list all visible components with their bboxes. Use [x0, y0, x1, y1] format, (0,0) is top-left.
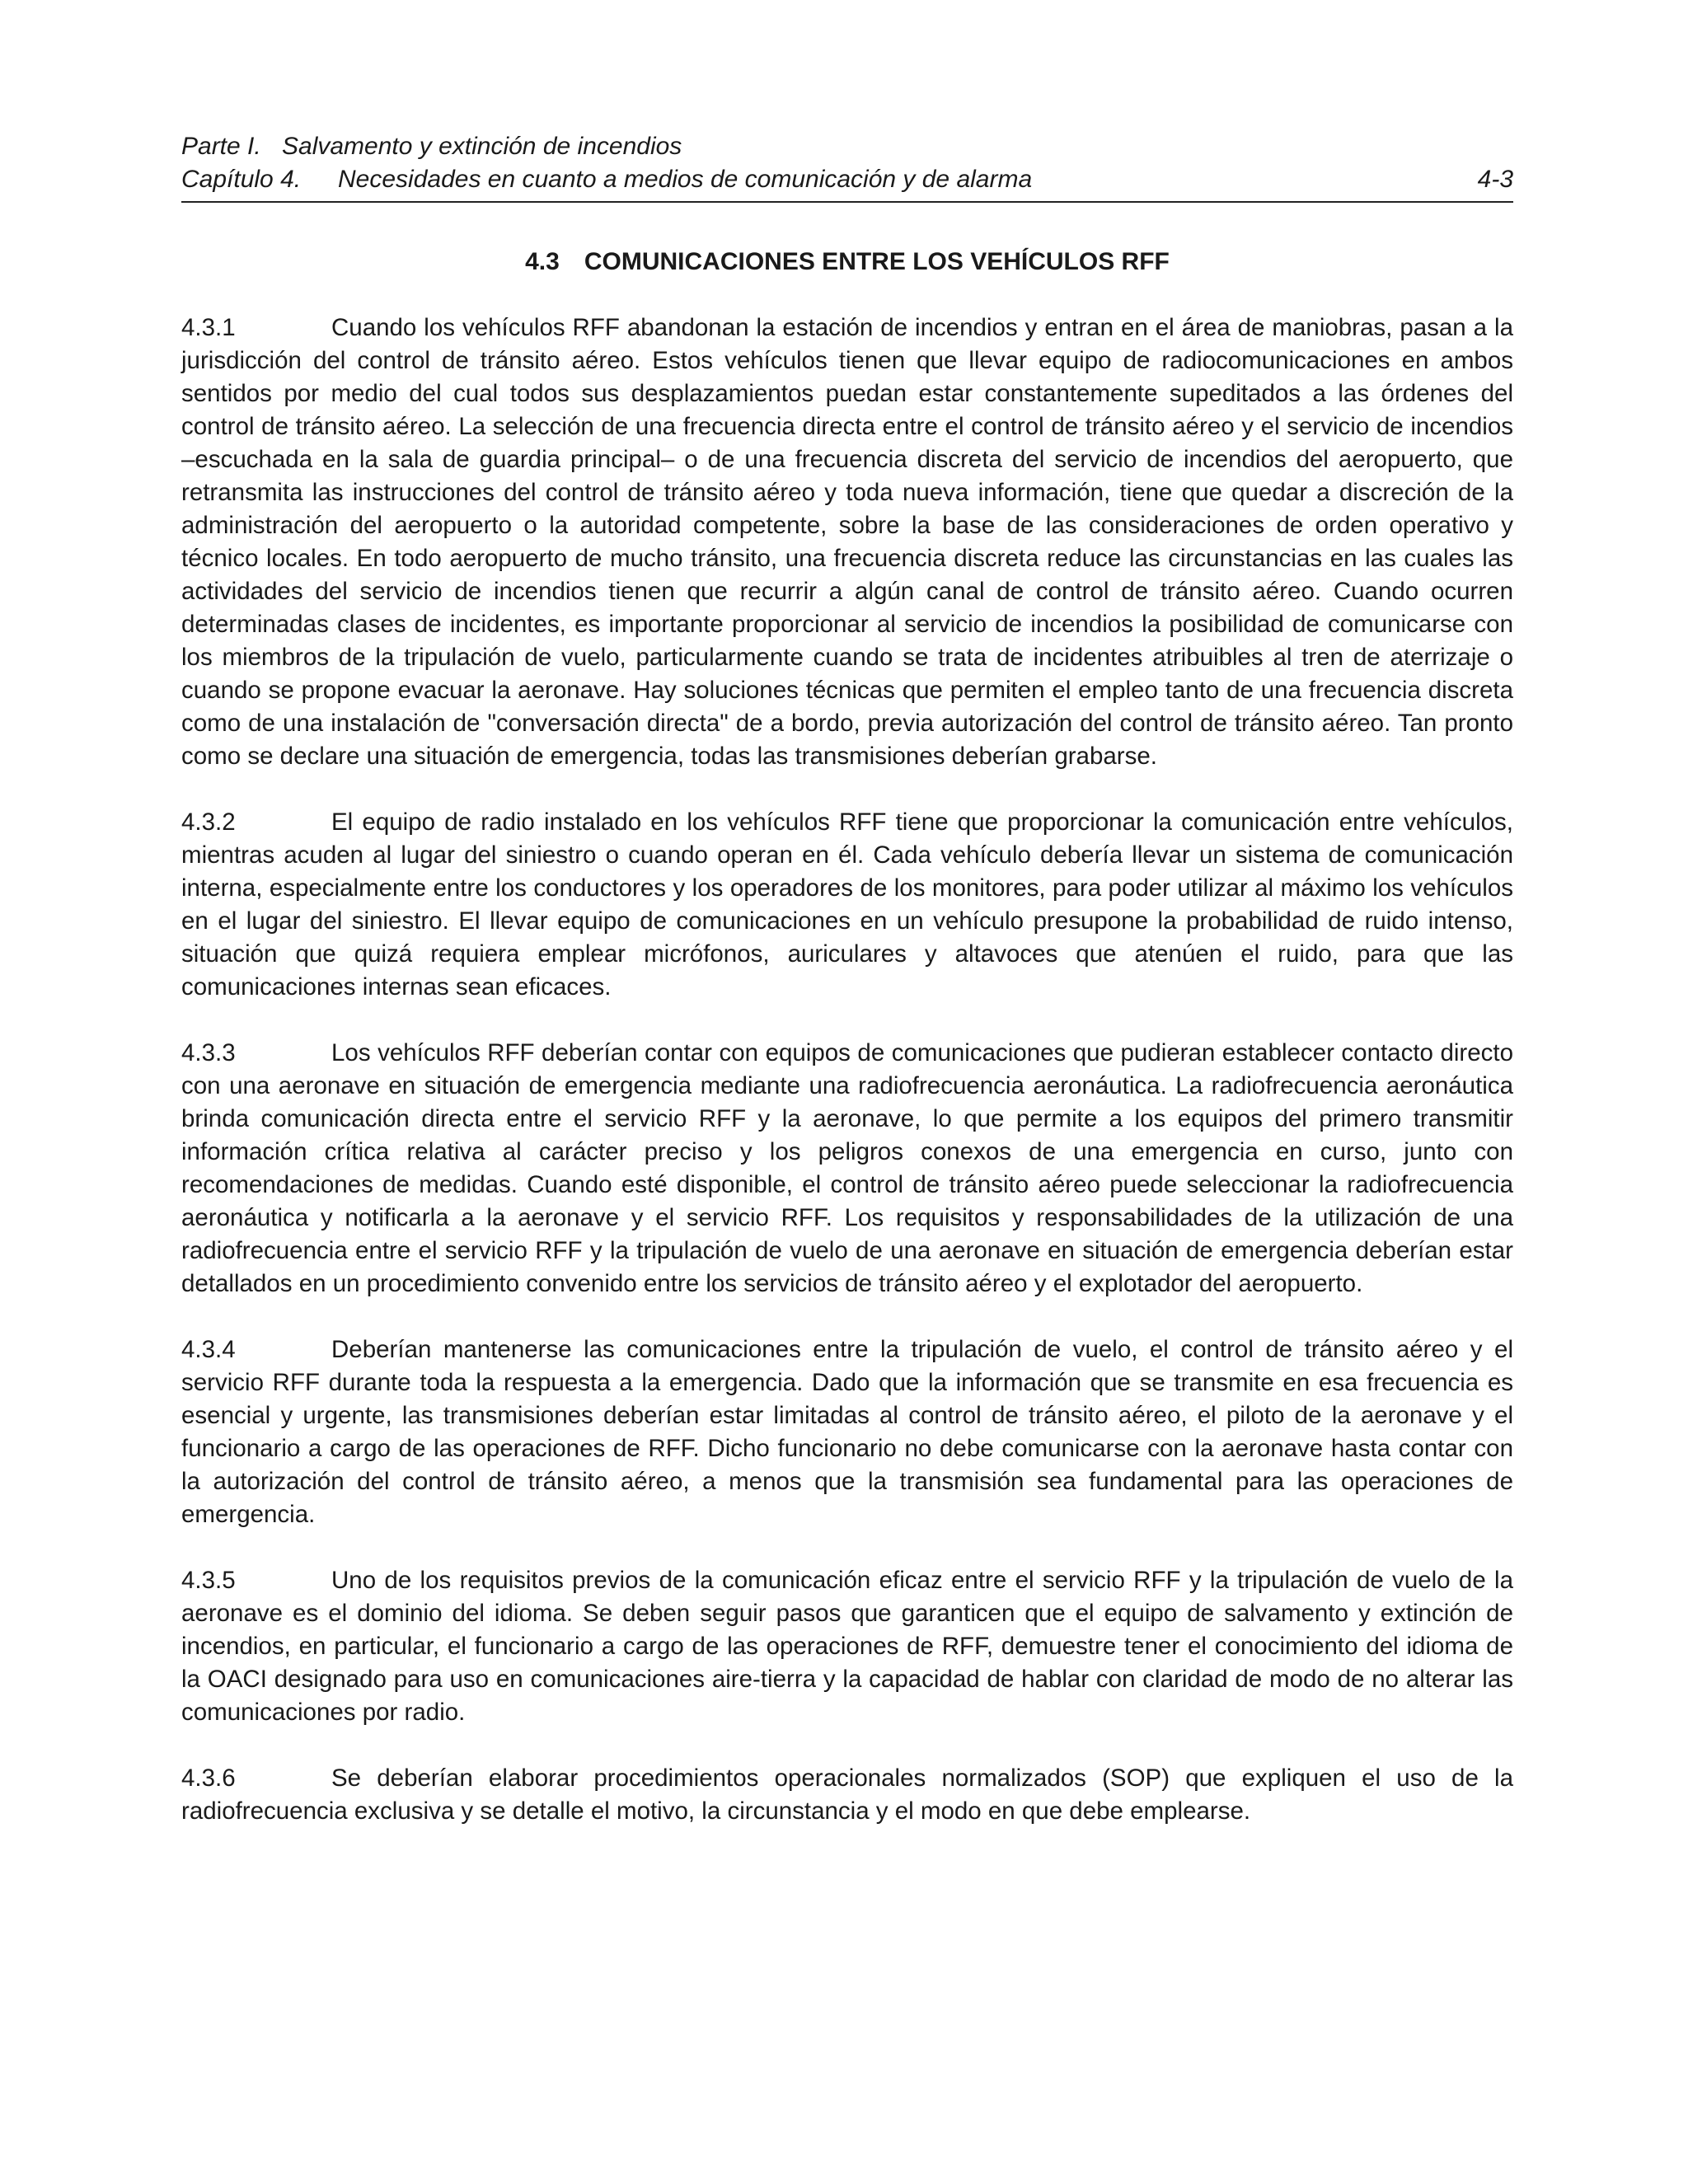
paragraph-number: 4.3.1 [181, 314, 236, 341]
paragraph-number: 4.3.5 [181, 1567, 236, 1594]
section-title: COMUNICACIONES ENTRE LOS VEHÍCULOS RFF [584, 248, 1170, 275]
header-part-label: Parte I. [181, 133, 261, 160]
paragraph-number: 4.3.6 [181, 1765, 236, 1792]
paragraph-text: El equipo de radio instalado en los vehículos RFF tiene que proporcionar la comunicación entre vehículos, mientras acuden al lugar del siniestro o cuando operan en él. Cada vehículo debería llevar un sistema de comunicación interna, especialmente entre los conductores y los operadores de los monitores, para poder utilizar al máximo los vehículos en el lugar del siniestro. El llevar equipo de comunicaciones en un vehículo presupone la probabilidad de ruido intenso, situación que quizá requiera emplear micrófonos, auriculares y altavoces que atenúen el ruido, para que las comunicaciones internas sean eficaces. [181, 808, 1513, 1001]
header-rule [181, 201, 1513, 203]
paragraph-number: 4.3.4 [181, 1336, 236, 1363]
paragraph-text: Se deberían elaborar procedimientos operacionales normalizados (SOP) que expliquen el uso de la radiofrecuencia exclusiva y se detalle el motivo, la circunstancia y el modo en que debe emplearse. [181, 1765, 1513, 1825]
paragraph-4-3-5 [181, 1564, 1513, 1729]
paragraph-4-3-4 [181, 1333, 1513, 1531]
paragraph-number: 4.3.3 [181, 1039, 236, 1066]
paragraph-4-3-3 [181, 1037, 1513, 1301]
paragraph-text: Los vehículos RFF deberían contar con equipos de comunicaciones que pudieran establecer contacto directo con una aeronave en situación de emergencia mediante una radiofrecuencia aeronáutica. La radiofrecuencia aeronáutica brinda comunicación directa entre el servicio RFF y la aeronave, lo que permite a los equipos del primero transmitir información crítica relativa al carácter preciso y los peligros conexos de una emergencia en curso, junto con recomendaciones de medidas. Cuando esté disponible, el control de tránsito aéreo puede seleccionar la radiofrecuencia aeronáutica y notificarla a la aeronave y el servicio RFF. Los requisitos y responsabilidades de la utilización de una radiofrecuencia entre el servicio RFF y la tripulación de vuelo de una aeronave en situación de emergencia deberían estar detallados en un procedimiento convenido entre los servicios de tránsito aéreo y el explotador del aeropuerto. [181, 1039, 1513, 1297]
header-line-part [181, 130, 1513, 163]
page-number: 4-3 [1477, 166, 1513, 193]
header-chapter-title: Necesidades en cuanto a medios de comunicación y de alarma [338, 166, 1033, 193]
paragraph-4-3-2 [181, 806, 1513, 1004]
paragraph-4-3-1 [181, 312, 1513, 773]
running-header [181, 130, 1513, 203]
header-part-title: Salvamento y extinción de incendios [282, 133, 682, 160]
paragraph-text: Uno de los requisitos previos de la comunicación eficaz entre el servicio RFF y la tripulación de vuelo de la aeronave es el dominio del idioma. Se deben seguir pasos que garanticen que el equipo de salvamento y extinción de incendios, en particular, el funcionario a cargo de las operaciones de RFF, demuestre tener el conocimiento del idioma de la OACI designado para uso en comunicaciones aire-tierra y la capacidad de hablar con claridad de modo de no alterar las comunicaciones por radio. [181, 1567, 1513, 1726]
paragraph-4-3-6 [181, 1762, 1513, 1828]
header-line-chapter [181, 163, 1513, 196]
header-chapter-label: Capítulo 4. [181, 166, 302, 193]
section-heading [181, 246, 1513, 279]
paragraph-text: Cuando los vehículos RFF abandonan la estación de incendios y entran en el área de maniobras, pasan a la jurisdicción del control de tránsito aéreo. Estos vehículos tienen que llevar equipo de radiocomunicaciones en ambos sentidos por medio del cual todos sus desplazamientos puedan estar constantemente supeditados a las órdenes del control de tránsito aéreo. La selección de una frecuencia directa entre el control de tránsito aéreo y el servicio de incendios –escuchada en la sala de guardia principal– o de una frecuencia discreta del servicio de incendios del aeropuerto, que retransmita las instrucciones del control de tránsito aéreo y toda nueva información, tiene que quedar a discreción de la administración del aeropuerto o la autoridad competente, sobre la base de las consideraciones de orden operativo y técnico locales. En todo aeropuerto de mucho tránsito, una frecuencia discreta reduce las circunstancias en las cuales las actividades del servicio de incendios tienen que recurrir a algún canal de control de tránsito aéreo. Cuando ocurren determinadas clases de incidentes, es importante proporcionar al servicio de incendios la posibilidad de comunicarse con los miembros de la tripulación de vuelo, particularmente cuando se trata de incidentes atribuibles al tren de aterrizaje o cuando se propone evacuar la aeronave. Hay soluciones técnicas que permiten el empleo tanto de una frecuencia discreta como de una instalación de "conversación directa" de a bordo, previa autorización del control de tránsito aéreo. Tan pronto como se declare una situación de emergencia, todas las transmisiones deberían grabarse. [181, 314, 1513, 770]
section-number: 4.3 [525, 248, 560, 275]
paragraph-text: Deberían mantenerse las comunicaciones entre la tripulación de vuelo, el control de tránsito aéreo y el servicio RFF durante toda la respuesta a la emergencia. Dado que la información que se transmite en esa frecuencia es esencial y urgente, las transmisiones deberían estar limitadas al control de tránsito aéreo, el piloto de la aeronave y el funcionario a cargo de las operaciones de RFF. Dicho funcionario no debe comunicarse con la aeronave hasta contar con la autorización del control de tránsito aéreo, a menos que la transmisión sea fundamental para las operaciones de emergencia. [181, 1336, 1513, 1528]
document-page [181, 130, 1513, 1861]
paragraph-number: 4.3.2 [181, 808, 236, 836]
